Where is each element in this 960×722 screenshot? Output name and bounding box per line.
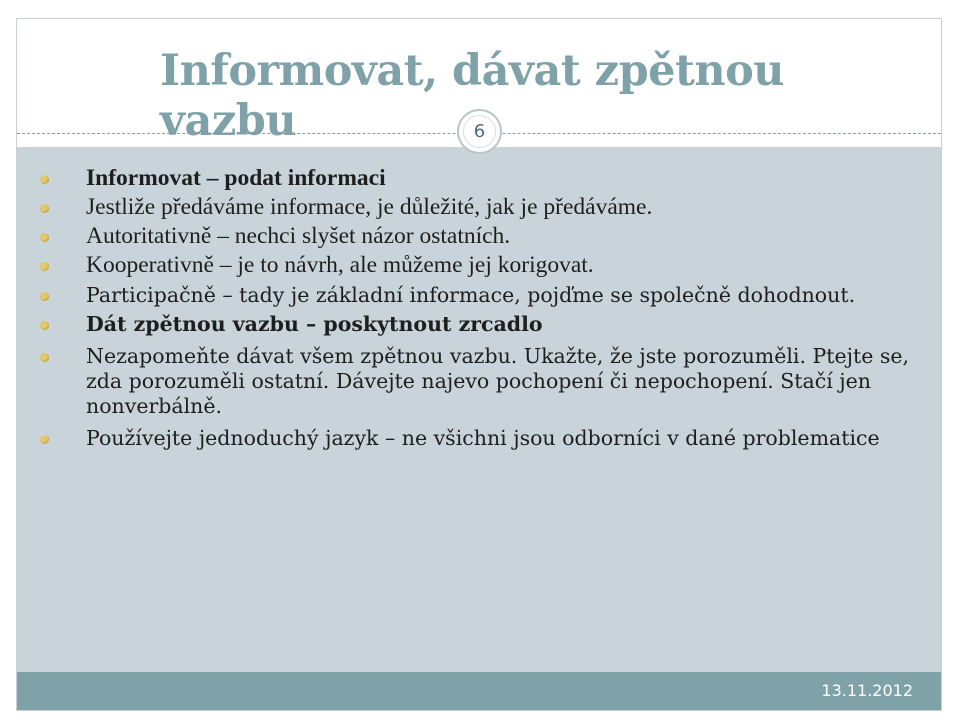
slide-number: 6 bbox=[473, 121, 486, 142]
footer-date: 13.11.2012 bbox=[821, 681, 913, 700]
bullet-item: Informovat – podat informaci bbox=[38, 164, 918, 193]
footer-bar bbox=[17, 672, 941, 710]
bullet-item: Jestliže předáváme informace, je důležité, jak je předáváme. bbox=[38, 193, 918, 222]
bullet-item: Kooperativně – je to návrh, ale můžeme jej korigovat. bbox=[38, 251, 918, 280]
slide-number-badge bbox=[457, 109, 502, 154]
bullet-item: Nezapomeňte dávat všem zpětnou vazbu. Ukažte, že jste porozuměli. Ptejte se, zda porozuměli ostatní. Dávejte najevo pochopení či nepochopení. Stačí jen nonverbálně. bbox=[38, 344, 918, 419]
bullet-item: Dát zpětnou vazbu – poskytnout zrcadlo bbox=[38, 312, 918, 337]
bullet-item: Používejte jednoduchý jazyk – ne všichni jsou odborníci v dané problematice bbox=[38, 426, 918, 451]
bullet-item: Participačně – tady je základní informace, pojďme se společně dohodnout. bbox=[38, 283, 918, 308]
bullet-item: Autoritativně – nechci slyšet názor ostatních. bbox=[38, 222, 918, 251]
slide-title: Informovat, dávat zpětnou vazbu bbox=[160, 46, 785, 146]
bullet-list bbox=[38, 164, 918, 455]
